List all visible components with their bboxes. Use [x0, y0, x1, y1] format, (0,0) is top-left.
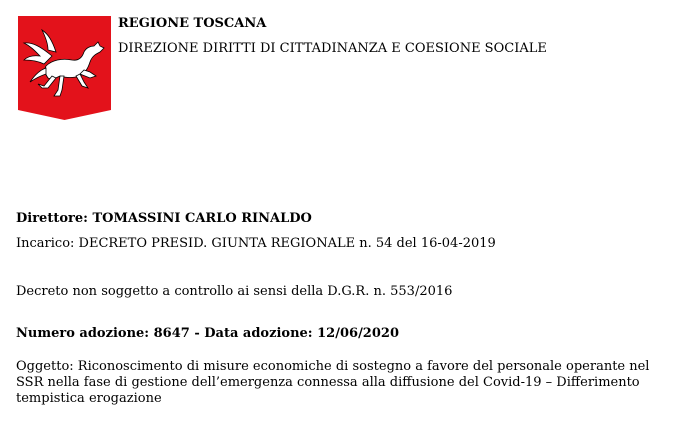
assignment-line: Incarico: DECRETO PRESID. GIUNTA REGIONALE n. 54 del 16-04-2019 [16, 236, 496, 251]
pegasus-emblem-icon [18, 16, 111, 120]
subject-paragraph: Oggetto: Riconoscimento di misure economiche di sostegno a favore del personale operante nel SSR nella fase di gestione dell’emergenza connessa alla diffusione del Covid-19 – Differimento tempistica erogazione [16, 359, 650, 406]
control-note: Decreto non soggetto a controllo ai sensi della D.G.R. n. 553/2016 [16, 284, 453, 299]
department-name: DIREZIONE DIRITTI DI CITTADINANZA E COESIONE SOCIALE [118, 41, 547, 56]
director-line: Direttore: TOMASSINI CARLO RINALDO [16, 211, 312, 226]
org-name: REGIONE TOSCANA [118, 16, 267, 31]
adoption-line: Numero adozione: 8647 - Data adozione: 12/06/2020 [16, 326, 399, 341]
regione-toscana-logo-icon [18, 16, 111, 120]
header [118, 15, 547, 58]
